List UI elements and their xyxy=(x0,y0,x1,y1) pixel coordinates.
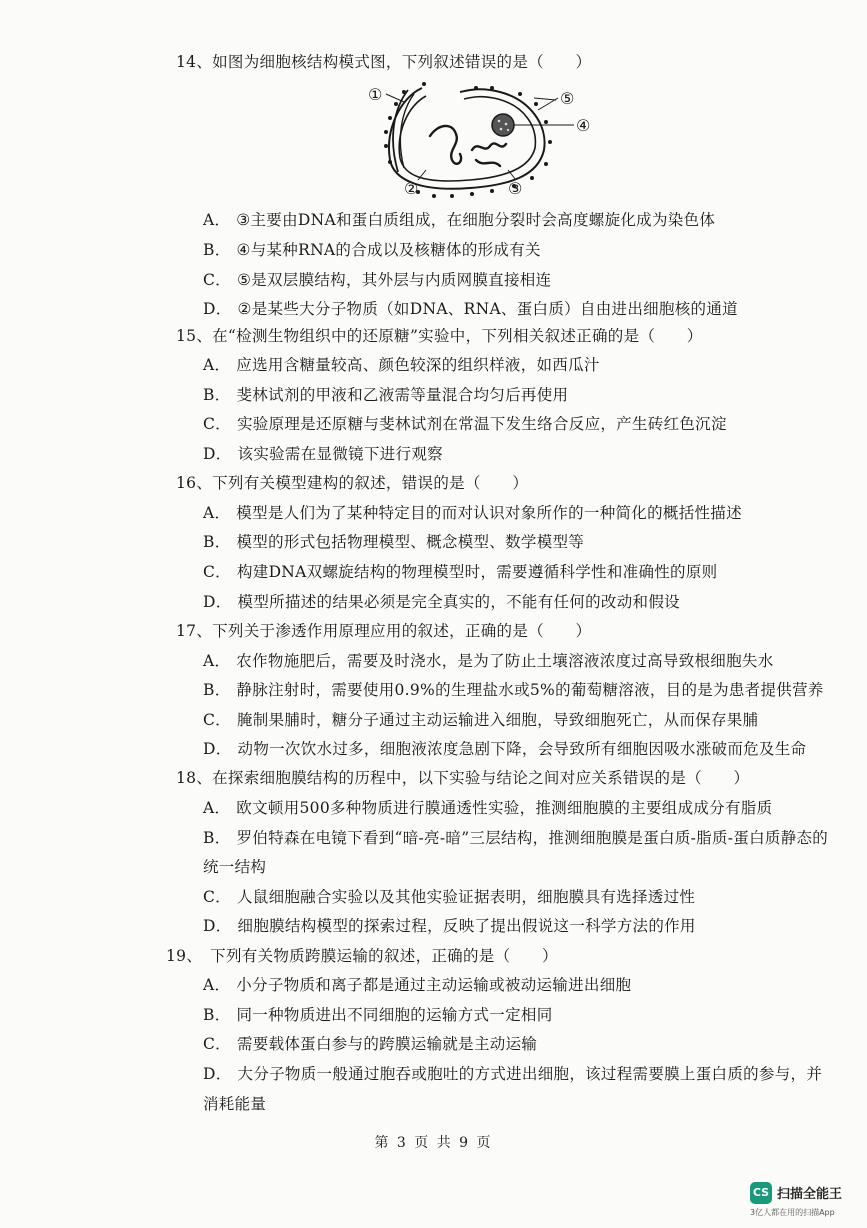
question-14-option-b: B． ④与某种RNA的合成以及核糖体的形成有关 xyxy=(203,241,541,259)
question-15-option-a: A． 应选用含糖量较高、颜色较深的组织样液，如西瓜汁 xyxy=(203,356,600,374)
figure-label-4: ④ xyxy=(576,116,591,135)
question-15-option-c: C． 实验原理是还原糖与斐林试剂在常温下发生络合反应，产生砖红色沉淀 xyxy=(203,415,727,433)
figure-label-3: ③ xyxy=(508,179,523,198)
scanner-tagline: 3亿人都在用的扫描App xyxy=(750,1208,835,1217)
page-number-footer: 第 3 页 共 9 页 xyxy=(374,1135,493,1151)
question-14-option-d: D． ②是某些大分子物质（如DNA、RNA、蛋白质）自由进出细胞核的通道 xyxy=(203,300,738,318)
question-18-option-b: B． 罗伯特森在电镜下看到“暗-亮-暗”三层结构，推测细胞膜是蛋白质-脂质-蛋白质静态的 xyxy=(203,829,829,847)
question-16-option-d: D． 模型所描述的结果必须是完全真实的，不能有任何的改动和假设 xyxy=(203,593,680,611)
question-16-option-c: C． 构建DNA双螺旋结构的物理模型时，需要遵循科学性和准确性的原则 xyxy=(203,563,718,581)
question-17-option-c: C． 腌制果脯时，糖分子通过主动运输进入细胞，导致细胞死亡，从而保存果脯 xyxy=(203,711,759,729)
question-14-option-a: A． ③主要由DNA和蛋白质组成，在细胞分裂时会高度螺旋化成为染色体 xyxy=(203,211,716,229)
figure-label-5: ⑤ xyxy=(560,89,575,108)
question-19-option-a: A． 小分子物质和离子都是通过主动运输或被动运输进出细胞 xyxy=(203,976,632,994)
question-18-option-d: D． 细胞膜结构模型的探索过程，反映了提出假说这一科学方法的作用 xyxy=(203,917,696,935)
question-16-stem: 16、下列有关模型建构的叙述，错误的是（ ） xyxy=(176,474,529,492)
question-19-option-d-continued: 消耗能量 xyxy=(203,1095,267,1113)
question-15-option-d: D． 该实验需在显微镜下进行观察 xyxy=(203,445,443,463)
question-18-option-b-continued: 统一结构 xyxy=(203,858,267,876)
scanner-logo-icon: CS xyxy=(750,1182,772,1204)
question-18-option-a: A． 欧文顿用500多种物质进行膜通透性实验，推测细胞膜的主要组成成分有脂质 xyxy=(203,799,773,817)
question-19-option-c: C． 需要载体蛋白参与的跨膜运输就是主动运输 xyxy=(203,1035,538,1053)
question-14-stem: 14、如图为细胞核结构模式图，下列叙述错误的是（ ） xyxy=(176,53,592,71)
question-18-stem: 18、在探索细胞膜结构的历程中，以下实验与结论之间对应关系错误的是（ ） xyxy=(176,769,750,787)
question-16-option-b: B． 模型的形式包括物理模型、概念模型、数学模型等 xyxy=(203,533,585,551)
question-16-option-a: A． 模型是人们为了某种特定目的而对认识对象所作的一种简化的概括性描述 xyxy=(203,504,742,522)
question-15-stem: 15、在“检测生物组织中的还原糖”实验中，下列相关叙述正确的是（ ） xyxy=(176,327,703,345)
question-17-option-a: A． 农作物施肥后，需要及时浇水，是为了防止土壤溶液浓度过高导致根细胞失水 xyxy=(203,652,774,670)
nucleus-structure-diagram xyxy=(360,80,600,202)
question-17-option-b: B． 静脉注射时，需要使用0.9%的生理盐水或5%的葡萄糖溶液，目的是为患者提供营养 xyxy=(203,681,824,699)
figure-label-1: ① xyxy=(368,85,383,104)
question-15-option-b: B． 斐林试剂的甲液和乙液需等量混合均匀后再使用 xyxy=(203,386,569,404)
question-19-option-d: D． 大分子物质一般通过胞吞或胞吐的方式进出细胞，该过程需要膜上蛋白质的参与，并 xyxy=(203,1065,823,1083)
question-17-stem: 17、下列关于渗透作用原理应用的叙述，正确的是（ ） xyxy=(176,622,592,640)
figure-label-2: ② xyxy=(404,179,419,198)
question-19-option-b: B． 同一种物质进出不同细胞的运输方式一定相同 xyxy=(203,1006,553,1024)
question-18-option-c: C． 人鼠细胞融合实验以及其他实验证据表明，细胞膜具有选择透过性 xyxy=(203,888,696,906)
question-17-option-d: D． 动物一次饮水过多，细胞液浓度急剧下降，会导致所有细胞因吸水涨破而危及生命 xyxy=(203,740,807,758)
scanner-watermark xyxy=(750,1180,860,1220)
question-19-stem: 19、 下列有关物质跨膜运输的叙述，正确的是（ ） xyxy=(166,947,558,965)
question-14-option-c: C． ⑤是双层膜结构，其外层与内质网膜直接相连 xyxy=(203,271,552,289)
scanner-app-name: 扫描全能王 xyxy=(777,1187,843,1202)
